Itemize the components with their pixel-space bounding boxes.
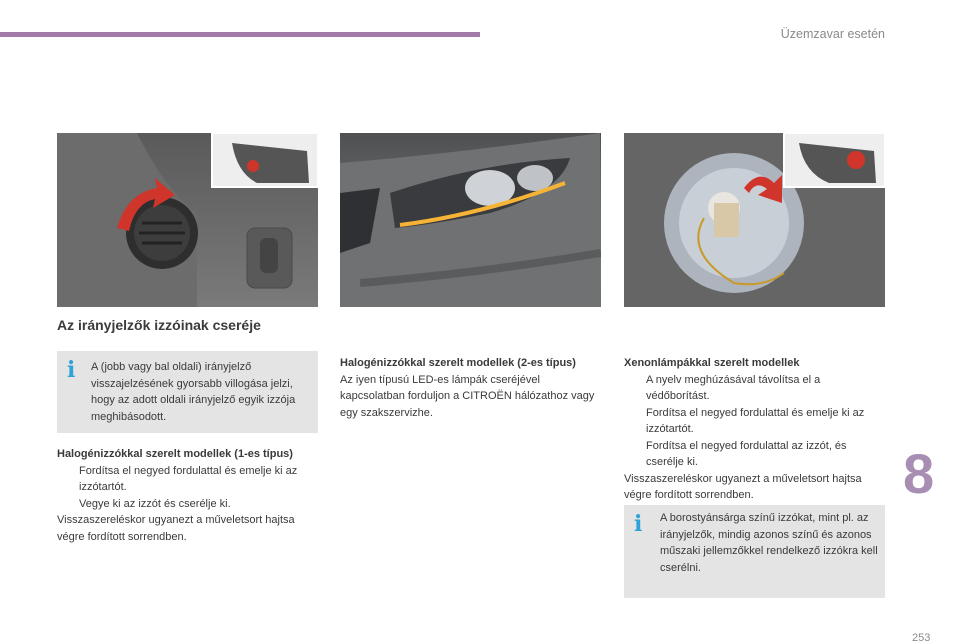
column-heading: Halogénizzókkal szerelt modellek (2-es típus) — [340, 357, 576, 369]
header-accent-bar — [0, 32, 480, 37]
column-heading: Halogénizzókkal szerelt modellek (1-es típus) — [57, 448, 293, 460]
column-footer: Visszaszereléskor ugyanezt a műveletsort hajtsa végre fordított sorrendben. — [57, 514, 295, 543]
photo-xenon-bulb — [624, 133, 885, 307]
photo-type2-headlamp — [340, 133, 601, 307]
column-type1 — [57, 446, 319, 545]
list-item: A nyelv meghúzásával távolítsa el a védőborítást. — [646, 373, 821, 402]
info-icon: i — [634, 511, 643, 537]
column-xenon — [624, 355, 886, 504]
column-text: Az iyen típusú LED-es lámpák cseréjével kapcsolatban forduljon a CITROËN hálózathoz vagy egy szakszervizhe. — [340, 373, 595, 419]
list-item: Fordítsa el negyed fordulattal és emelje ki az izzótartót. — [79, 464, 298, 493]
section-title: Az irányjelzők izzóinak cseréje — [57, 317, 261, 333]
column-footer: Visszaszereléskor ugyanezt a műveletsort hajtsa végre fordított sorrendben. — [624, 472, 862, 501]
info-box-text: A borostyánsárga színű izzókat, mint pl. az irányjelzők, mindig azonos színű és azonos műszaki jellemzőkkel rendelkező izzókra kell cserélni. — [660, 512, 878, 574]
info-box-turn-signal — [57, 351, 318, 433]
page-number: 253 — [912, 632, 931, 644]
column-type2 — [340, 355, 602, 421]
column-heading: Xenonlámpákkal szerelt modellek — [624, 357, 800, 369]
header-title: Üzemzavar esetén — [780, 27, 885, 41]
info-icon: i — [67, 357, 76, 383]
chapter-number: 8 — [903, 442, 935, 505]
list-item: Fordítsa el negyed fordulattal az izzót, és cserélje ki. — [646, 439, 847, 468]
list-item: Fordítsa el negyed fordulattal és emelje ki az izzótartót. — [646, 406, 865, 435]
photo-type1-bulbholder — [57, 133, 318, 307]
list-item: Vegye ki az izzót és cserélje ki. — [79, 497, 231, 510]
info-box-amber-bulbs — [624, 505, 885, 598]
info-box-text: A (jobb vagy bal oldali) irányjelző visszajelzésének gyorsabb villogása jelzi, hogy az adott oldali irányjelző egyik izzója meghibásodott. — [91, 361, 296, 423]
